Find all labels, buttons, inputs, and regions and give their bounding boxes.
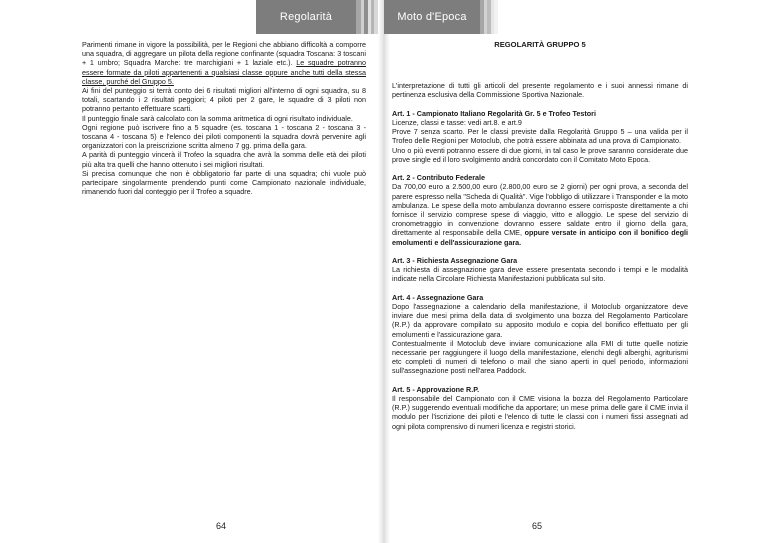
left-para3: Il punteggio finale sarà calcolato con la somma aritmetica di ogni risultato individuale.	[82, 113, 353, 123]
right-page-number: 65	[532, 521, 543, 531]
left-text-column	[82, 40, 366, 196]
article-1	[392, 109, 688, 164]
article-4-title: Art. 4 - Assegnazione Gara	[392, 292, 484, 302]
left-para4: Ogni regione può iscrivere fino a 5 squadre (es. toscana 1 - toscana 2 - toscana 3 - toscana 4 - toscana 5) e l'elenco dei piloti componenti la squadra dovrà pervenire agli organizzatori con la preiscrizione scritta almeno 7 gg. prima della gara.	[82, 122, 366, 151]
left-para1-underlined: Le squadre potranno essere formate da piloti appartenenti a qualsiasi classe oppure anche tutti della stessa classe, purché del Gruppo 5.	[82, 58, 367, 86]
right-text-column	[392, 40, 688, 440]
article-1-title: Art. 1 - Campionato Italiano Regolarità Gr. 5 e Trofeo Testori	[392, 108, 596, 118]
article-4-body: Dopo l'assegnazione a calendario della manifestazione, il Motoclub organizzatore deve inviare due mesi prima della data di svolgimento una bozza del Regolamento Particolare (R.P.) da approvare compilato su apposito modulo e copia del bonifico effettuato per gli emolumenti e l'assicurazione gara. Contestualmente il Motoclub deve inviare comunicazione alla FMI di tutte quelle notizie necessarie per raggiungere il luogo della manifestazione, elenchi degli alberghi, agriturismi etc completi di numeri di telefono o mail che siano aperti in quel periodo, informazioni sull'assegnazione posti nell'area Paddock.	[392, 302, 688, 376]
article-5-body: Il responsabile del Campionato con il CME visiona la bozza del Regolamento Particolare (R.P.) suggerendo eventuali modifiche da apportare; un mese prima delle gare il CME invia il modulo per l'iscrizione dei piloti e l'elenco di tutte le classi con i numeri fissi assegnati ad ogni pilota comprensivo di numeri licenza e registri storici.	[392, 394, 688, 431]
article-3	[392, 256, 688, 284]
article-3-title: Art. 3 - Richiesta Assegnazione Gara	[392, 256, 518, 266]
article-1-body: Licenze, classi e tasse: vedi art.8. e art.9 Prove 7 senza scarto. Per le classi previste dalla Regolarità Gruppo 5 – una valida per il Trofeo delle Regioni per Motoclub, che potrà essere abbinata ad una prova di Campionato. Uno o più eventi potranno essere di due giorni, in tal caso le prove saranno considerate due prove single ed il loro svolgimento andrà concordato con il Comitato Moto Epoca.	[392, 118, 688, 164]
left-page-header: Regolarità	[256, 0, 356, 34]
left-para1: Parimenti rimane in vigore la possibilità, per le Regioni che abbiano difficoltà a comporre una squadra, di aggregare un pilota della regione confinante (squadra Toscana: 3 toscani + 1 umbro; Squadra Marche: tre marchigiani + 1 laziale etc.).	[82, 40, 366, 68]
intro-paragraph: L'interpretazione di tutti gli articoli del presente regolamento e i suoi annessi rimane di pertinenza esclusiva della Commissione Sportiva Nazionale.	[392, 81, 688, 100]
left-para5: A parità di punteggio vincerà il Trofeo la squadra che avrà la somma delle età dei piloti più alta tra quelli che hanno ottenuto i sei migliori risultati.	[82, 150, 366, 169]
article-5	[392, 385, 688, 431]
article-5-title: Art. 5 - Approvazione R.P.	[392, 384, 480, 394]
left-page-number: 64	[216, 521, 227, 531]
article-2-body: Da 700,00 euro a 2.500,00 euro (2.800,00 euro se 2 giorni) per ogni prova, a seconda del parere espresso nella "Scheda di Qualità". Vige l'obbligo di utilizzare i Transponder e la moto ambulanza. Le spese della moto ambulanza dovranno essere corrisposte direttamente a chi fornisce il servizio comprese spese di viaggio, vitto e alloggio. Le spese del servizio di cronometraggio in convenzione dovranno essere saldate entro il giorno della gara, direttamente al responsabile della CME,	[392, 182, 688, 238]
right-spine-stripes	[480, 0, 498, 34]
right-page-header: Moto d'Epoca	[384, 0, 480, 34]
article-2	[392, 173, 688, 247]
right-page	[384, 0, 768, 543]
article-3-body: La richiesta di assegnazione gara deve essere presentata secondo i tempi e le modalità indicate nella Circolare Richiesta Manifestazioni pubblicata sul sito.	[392, 265, 688, 284]
right-page-title: REGOLARITÀ GRUPPO 5	[494, 40, 586, 49]
article-4	[392, 293, 688, 376]
article-2-bold: oppure versate in anticipo con il bonifico degli emolumenti e dell'assicurazione gara.	[392, 228, 688, 247]
left-para6: Si precisa comunque che non è obbligatorio far parte di una squadra; chi vuole può partecipare singolarmente prendendo punti come Campionato nazionale individuale, rimanendo fuori dal conteggio per il Trofeo a squadre.	[82, 168, 366, 197]
article-2-title: Art. 2 - Contributo Federale	[392, 173, 486, 183]
left-para2: Ai fini del punteggio si terrà conto dei 6 risultati migliori all'interno di ogni squadra, su 8 totali, scartando i 2 risultati peggiori; 4 piloti per 2 gare, le squadre di 3 piloti non potranno pertanto effettuare scarti.	[82, 86, 366, 114]
